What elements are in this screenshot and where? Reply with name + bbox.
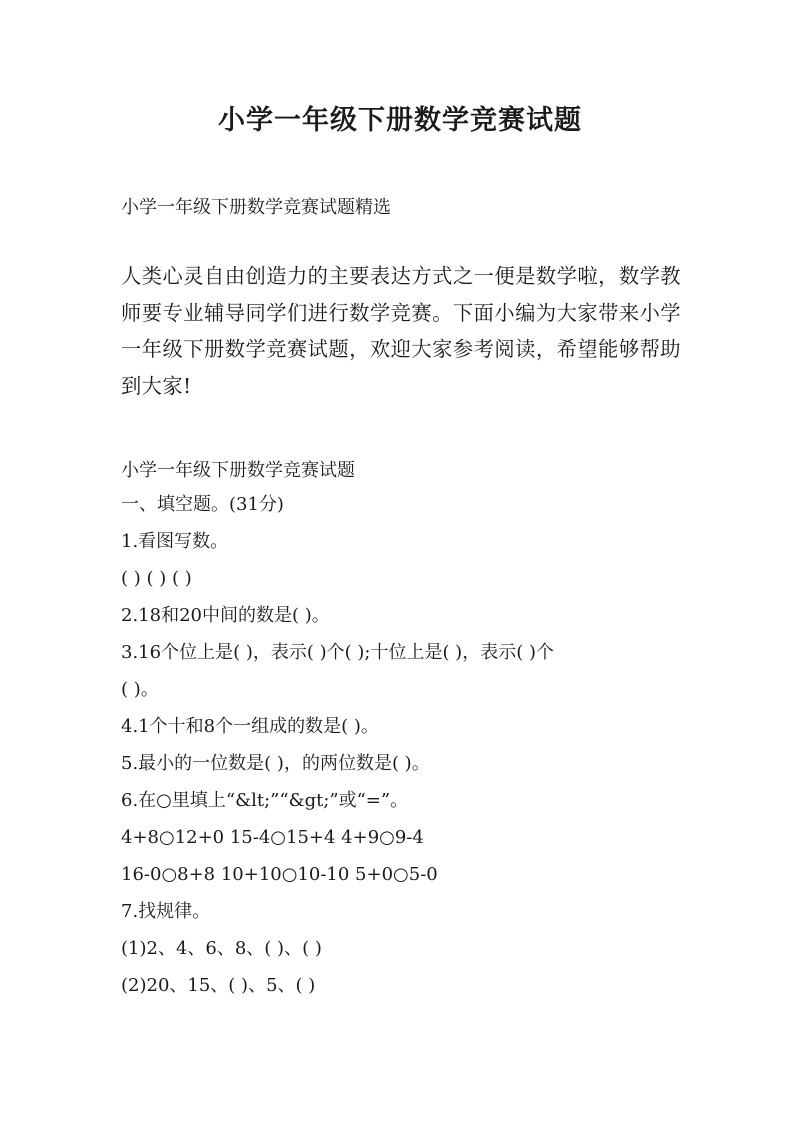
question-list — [121, 486, 691, 1004]
question-line: (1)2、4、6、8、( )、( ) — [121, 938, 322, 959]
document-title: 小学一年级下册数学竞赛试题 — [218, 105, 582, 136]
question-line: ( ) ( ) ( ) — [121, 568, 192, 589]
question-line: 3.16个位上是( )，表示( )个( );十位上是( )，表示( )个 — [121, 642, 554, 663]
question-line: 7.找规律。 — [121, 901, 211, 922]
document-subtitle: 小学一年级下册数学竞赛试题精选 — [121, 197, 391, 218]
question-line: 一、填空题。(31分) — [121, 494, 284, 515]
section-title: 小学一年级下册数学竞赛试题 — [121, 460, 355, 481]
question-line: (2)20、15、( )、5、( ) — [121, 975, 316, 996]
question-line: 16-0○8+8 10+10○10-10 5+0○5-0 — [121, 864, 438, 885]
question-line: 4.1个十和8个一组成的数是( )。 — [121, 716, 379, 737]
question-line: 1.看图写数。 — [121, 531, 229, 552]
question-line: 2.18和20中间的数是( )。 — [121, 605, 330, 626]
question-line: 4+8○12+0 15-4○15+4 4+9○9-4 — [121, 827, 424, 848]
question-line: 6.在○里填上“&lt;”“&gt;”或“=”。 — [121, 790, 409, 811]
question-line: 5.最小的一位数是( )，的两位数是( )。 — [121, 753, 430, 774]
intro-paragraph: 人类心灵自由创造力的主要表达方式之一便是数学啦，数学教师要专业辅导同学们进行数学竞赛。下面小编为大家带来小学一年级下册数学竞赛试题，欢迎大家参考阅读，希望能够帮助到大家! — [121, 264, 681, 398]
question-line: ( )。 — [121, 679, 159, 700]
